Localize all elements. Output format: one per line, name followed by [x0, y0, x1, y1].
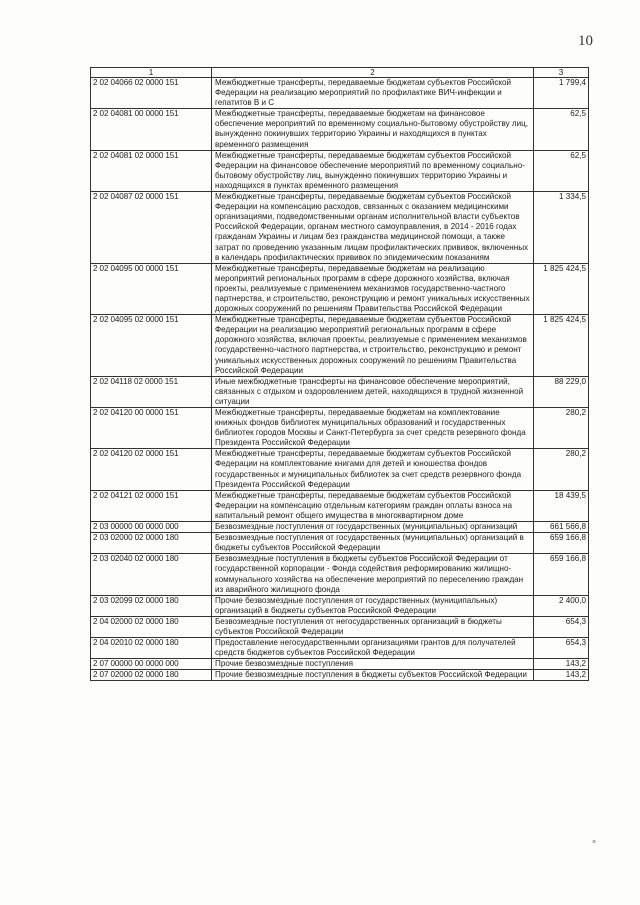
budget-code-cell: 2 02 04066 02 0000 151 — [91, 78, 212, 109]
amount-cell: 280,2 — [534, 449, 589, 490]
amount-cell: 1 799,4 — [534, 78, 589, 109]
amount-cell: 62,5 — [534, 150, 589, 191]
amount-cell: 143,2 — [534, 670, 589, 681]
table-row — [91, 263, 589, 314]
table-header — [91, 68, 589, 78]
description-cell: Межбюджетные трансферты, передаваемые бюджетам субъектов Российской Федерации на финансовое обеспечение мероприятий по временному социально-бытовому обустройству лиц, вынужденно покинувших территорию Украины и находящихся в пунктах временного размещения — [212, 150, 534, 191]
description-cell: Межбюджетные трансферты, передаваемые бюджетам на финансовое обеспечение мероприятий по временному социально-бытовому обустройству лиц, вынужденно покинувших территорию Украины и находящихся в пунктах временного размещения — [212, 109, 534, 150]
table-row — [91, 376, 589, 407]
budget-code-cell: 2 02 04121 02 0000 151 — [91, 490, 212, 521]
amount-cell: 280,2 — [534, 408, 589, 449]
amount-cell: 659 166,8 — [534, 554, 589, 595]
budget-revenue-table — [90, 67, 589, 681]
header-row — [91, 68, 589, 78]
table-row — [91, 78, 589, 109]
margin-mark: × — [592, 839, 597, 846]
column-header-code: 1 — [91, 68, 212, 78]
description-cell: Межбюджетные трансферты, передаваемые бюджетам на реализацию мероприятий региональных программ в сфере дорожного хозяйства, включая проекты, реализуемые с применением механизмов государственно-частного партнерства, и строительство, реконструкцию и ремонт уникальных искусственных дорожных сооружений по решениям Правительства Российской Федерации — [212, 263, 534, 314]
budget-code-cell: 2 07 00000 00 0000 000 — [91, 659, 212, 670]
table-row — [91, 670, 589, 681]
budget-code-cell: 2 02 04095 00 0000 151 — [91, 263, 212, 314]
budget-code-cell: 2 03 02000 02 0000 180 — [91, 533, 212, 554]
description-cell: Безвозмездные поступления от негосударственных организаций в бюджеты субъектов Российской Федерации — [212, 616, 534, 637]
budget-code-cell: 2 03 02099 02 0000 180 — [91, 595, 212, 616]
budget-code-cell: 2 02 04120 02 0000 151 — [91, 449, 212, 490]
table-row — [91, 490, 589, 521]
description-cell: Безвозмездные поступления в бюджеты субъектов Российской Федерации от государственной корпорации - Фонда содействия реформированию жилищно-коммунального хозяйства на обеспечение мероприятий по переселению граждан из аварийного жилищного фонда — [212, 554, 534, 595]
budget-code-cell: 2 04 02000 02 0000 180 — [91, 616, 212, 637]
description-cell: Иные межбюджетные трансферты на финансовое обеспечение мероприятий, связанных с отдыхом и оздоровлением детей, находящихся в трудной жизненной ситуации — [212, 376, 534, 407]
description-cell: Межбюджетные трансферты, передаваемые бюджетам субъектов Российской Федерации на реализацию мероприятий по профилактике ВИЧ-инфекции и гепатитов В и С — [212, 78, 534, 109]
table-row — [91, 554, 589, 595]
table-row — [91, 659, 589, 670]
amount-cell: 2 400,0 — [534, 595, 589, 616]
column-header-name: 2 — [212, 68, 534, 78]
budget-code-cell: 2 07 02000 02 0000 180 — [91, 670, 212, 681]
amount-cell: 1 825 424,5 — [534, 315, 589, 377]
description-cell: Предоставление негосударственными организациями грантов для получателей средств бюджетов субъектов Российской Федерации — [212, 638, 534, 659]
budget-code-cell: 2 02 04120 00 0000 151 — [91, 408, 212, 449]
table-row — [91, 522, 589, 533]
budget-code-cell: 2 02 04081 02 0000 151 — [91, 150, 212, 191]
budget-code-cell: 2 02 04095 02 0000 151 — [91, 315, 212, 377]
table-body — [91, 78, 589, 681]
amount-cell: 18 439,5 — [534, 490, 589, 521]
budget-code-cell: 2 03 00000 00 0000 000 — [91, 522, 212, 533]
budget-code-cell: 2 03 02040 02 0000 180 — [91, 554, 212, 595]
budget-code-cell: 2 02 04118 02 0000 151 — [91, 376, 212, 407]
amount-cell: 659 166,8 — [534, 533, 589, 554]
description-cell: Межбюджетные трансферты, передаваемые бюджетам на комплектование книжных фондов библиотек муниципальных образований и государственных библиотек городов Москвы и Санкт-Петербурга за счет средств резервного фонда Президента Российской Федерации — [212, 408, 534, 449]
budget-code-cell: 2 04 02010 02 0000 180 — [91, 638, 212, 659]
description-cell: Прочие безвозмездные поступления — [212, 659, 534, 670]
table-row — [91, 150, 589, 191]
description-cell: Межбюджетные трансферты, передаваемые бюджетам субъектов Российской Федерации на компенсацию отдельным категориям граждан оплаты взноса на капитальный ремонт общего имущества в многоквартирном доме — [212, 490, 534, 521]
table-row — [91, 315, 589, 377]
amount-cell: 654,3 — [534, 616, 589, 637]
table-row — [91, 109, 589, 150]
table-row — [91, 533, 589, 554]
description-cell: Межбюджетные трансферты, передаваемые бюджетам субъектов Российской Федерации на компенсацию расходов, связанных с оказанием медицинскими организациями, подведомственными органам исполнительной власти субъектов Российской Федерации, органам местного самоуправления, в 2014 - 2016 годах гражданам Украины и лицам без гражданства медицинской помощи, а также затрат по проведению указанным лицам профилактических прививок, включенных в календарь профилактических прививок по эпидемическим показаниям — [212, 192, 534, 264]
description-cell: Прочие безвозмездные поступления в бюджеты субъектов Российской Федерации — [212, 670, 534, 681]
description-cell: Прочие безвозмездные поступления от государственных (муниципальных) организаций в бюджеты субъектов Российской Федерации — [212, 595, 534, 616]
amount-cell: 62,5 — [534, 109, 589, 150]
amount-cell: 1 334,5 — [534, 192, 589, 264]
table-row — [91, 595, 589, 616]
description-cell: Межбюджетные трансферты, передаваемые бюджетам субъектов Российской Федерации на реализацию мероприятий региональных программ в сфере дорожного хозяйства, включая проекты, реализуемые с применением механизмов государственно-частного партнерства, и строительство, реконструкцию и ремонт уникальных искусственных дорожных сооружений по решениям Правительства Российской Федерации — [212, 315, 534, 377]
amount-cell: 1 825 424,5 — [534, 263, 589, 314]
table-row — [91, 192, 589, 264]
budget-code-cell: 2 02 04087 02 0000 151 — [91, 192, 212, 264]
amount-cell: 661 566,8 — [534, 522, 589, 533]
budget-code-cell: 2 02 04081 00 0000 151 — [91, 109, 212, 150]
description-cell: Безвозмездные поступления от государственных (муниципальных) организаций в бюджеты субъектов Российской Федерации — [212, 533, 534, 554]
page-number: 10 — [578, 33, 593, 49]
table-row — [91, 449, 589, 490]
description-cell: Безвозмездные поступления от государственных (муниципальных) организаций — [212, 522, 534, 533]
amount-cell: 88 229,0 — [534, 376, 589, 407]
amount-cell: 143,2 — [534, 659, 589, 670]
table-row — [91, 638, 589, 659]
table-row — [91, 616, 589, 637]
description-cell: Межбюджетные трансферты, передаваемые бюджетам субъектов Российской Федерации на комплектование книгами для детей и юношества фондов государственных и муниципальных библиотек за счет средств резервного фонда Президента Российской Федерации — [212, 449, 534, 490]
amount-cell: 654,3 — [534, 638, 589, 659]
column-header-amount: 3 — [534, 68, 589, 78]
table-row — [91, 408, 589, 449]
